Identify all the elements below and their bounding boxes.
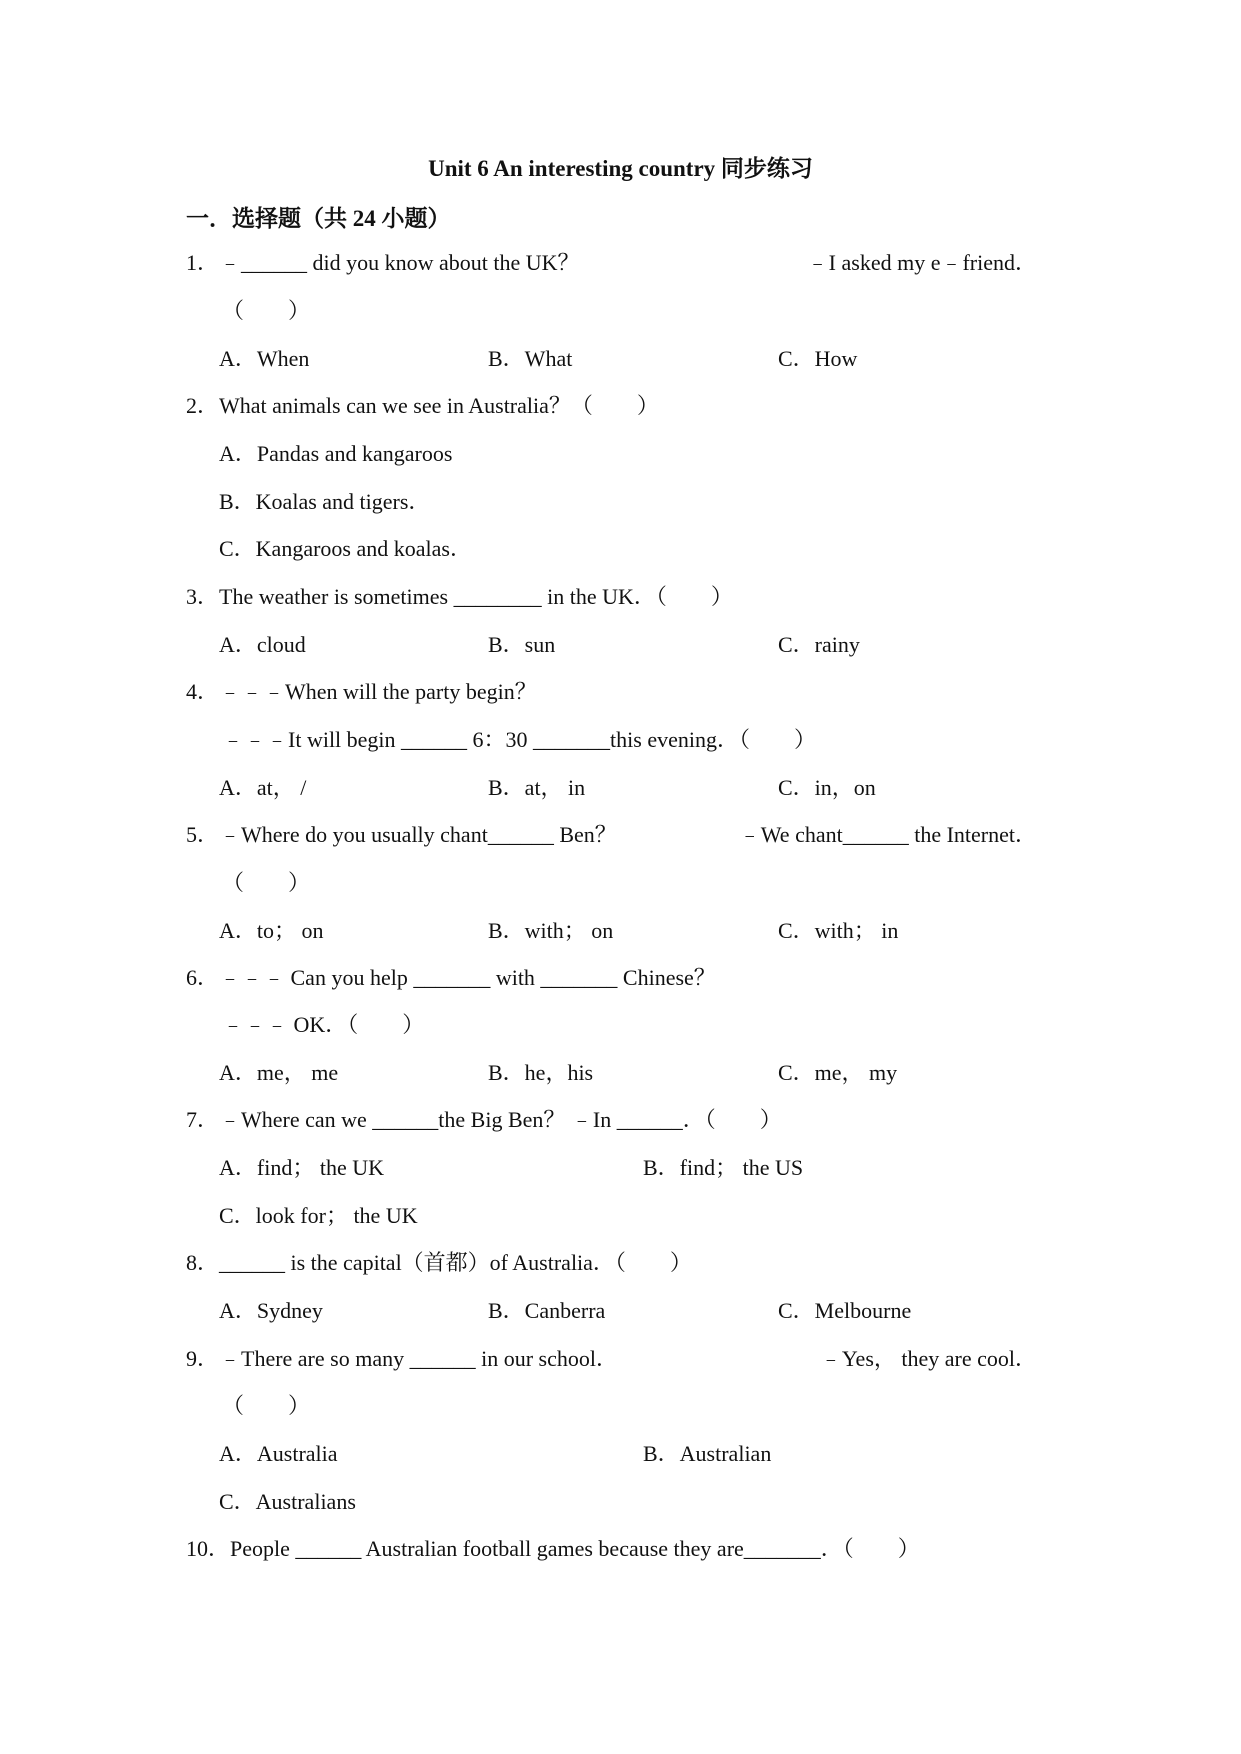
question-1-answer-paren: （ ） (222, 298, 311, 323)
question-8-option-c: C．Melbourne (778, 1298, 912, 1323)
question-2: 2．What animals can we see in Australia？（ ） (186, 393, 659, 418)
question-3-option-a: A．cloud (219, 632, 306, 657)
question-3-option-b: B．sun (488, 632, 556, 657)
question-3: 3．The weather is sometimes ________ in the UK．（ ） (186, 584, 733, 609)
question-10: 10．People ______ Australian football games because they are_______．（ ） (186, 1536, 920, 1561)
question-6: 6．﹣﹣﹣ Can you help _______ with _______ Chinese？ (186, 965, 716, 990)
question-1-option-c: C．How (778, 346, 858, 371)
question-7-option-a: A．find； the UK (219, 1155, 384, 1180)
question-9 (186, 1344, 1037, 1374)
question-5-option-c: C．with； in (778, 918, 899, 943)
question-1-option-b: B．What (488, 346, 573, 371)
question-5-option-a: A．to； on (219, 918, 324, 943)
question-5-answer-paren: （ ） (222, 870, 311, 895)
question-4: 4．﹣﹣﹣When will the party begin？ (186, 679, 537, 704)
question-9-answer-paren: （ ） (222, 1393, 311, 1418)
question-5 (186, 820, 1037, 850)
question-6-line-2: ﹣﹣﹣ OK．（ ） (222, 1012, 425, 1037)
question-7: 7．﹣Where can we ______the Big Ben？ ﹣In ______．（ ） (186, 1107, 782, 1132)
question-5-part-b: ﹣We chant______ the Internet． (738, 822, 1037, 847)
section-heading: 一．选择题（共 24 小题） (186, 206, 451, 231)
question-1-part-b: ﹣I asked my e﹣friend． (806, 250, 1037, 275)
question-8: 8．______ is the capital（首都）of Australia．（ ） (186, 1250, 692, 1275)
question-2-option-c: C．Kangaroos and koalas． (219, 536, 472, 561)
question-6-option-b: B．he，his (488, 1060, 594, 1085)
question-4-line-2: ﹣﹣﹣It will begin ______ 6：30 _______this evening．（ ） (222, 727, 816, 752)
question-2-option-b: B．Koalas and tigers． (219, 489, 431, 514)
question-7-option-b: B．find； the US (643, 1155, 804, 1180)
question-9-option-a: A．Australia (219, 1441, 338, 1466)
question-5-part-a: 5．﹣Where do you usually chant______ Ben？ (186, 822, 617, 847)
question-4-option-b: B．at， in (488, 775, 586, 800)
question-9-option-b: B．Australian (643, 1441, 772, 1466)
question-3-option-c: C．rainy (778, 632, 860, 657)
question-6-option-a: A．me， me (219, 1060, 339, 1085)
question-7-option-c: C．look for； the UK (219, 1203, 418, 1228)
question-8-option-b: B．Canberra (488, 1298, 606, 1323)
question-2-option-a: A．Pandas and kangaroos (219, 441, 453, 466)
question-4-option-a: A．at， / (219, 775, 307, 800)
question-8-option-a: A．Sydney (219, 1298, 323, 1323)
page-title: Unit 6 An interesting country 同步练习 (428, 156, 813, 181)
question-9-option-c: C．Australians (219, 1489, 356, 1514)
question-4-option-c: C．in，on (778, 775, 876, 800)
question-1-part-a: 1．﹣______ did you know about the UK？ (186, 250, 580, 275)
question-6-option-c: C．me， my (778, 1060, 898, 1085)
question-1 (186, 248, 1037, 278)
question-1-option-a: A．When (219, 346, 310, 371)
question-9-part-b: ﹣Yes， they are cool． (819, 1346, 1037, 1371)
question-9-part-a: 9．﹣There are so many ______ in our school． (186, 1346, 618, 1371)
question-5-option-b: B．with； on (488, 918, 614, 943)
